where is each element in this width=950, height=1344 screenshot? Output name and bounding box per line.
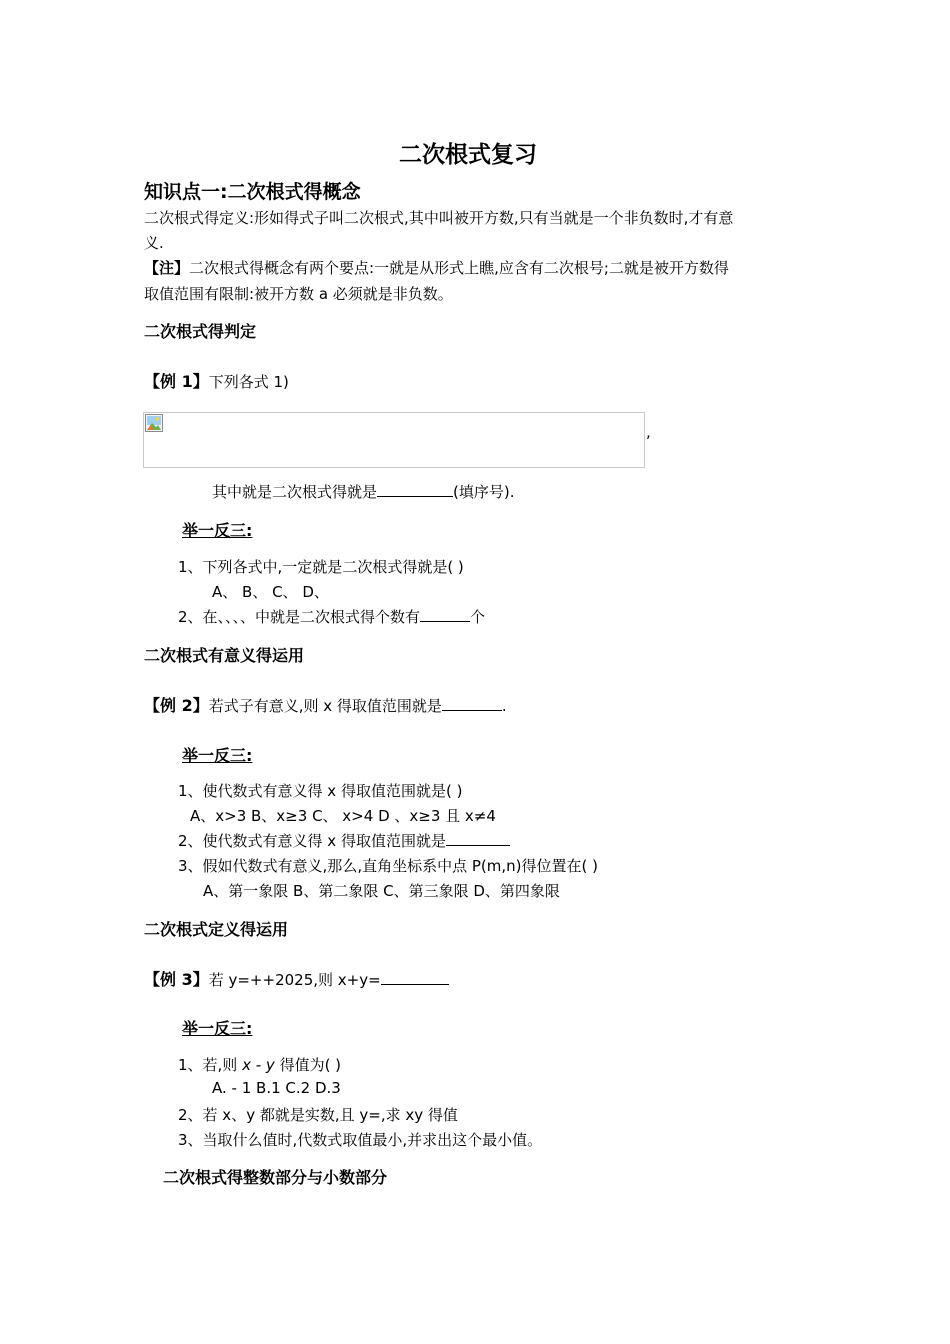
definition-question-2: 2、若 x、y 都就是实数,且 y=,求 xy 得值 [178, 1106, 458, 1124]
example-3-tag: 【例 3】 [144, 970, 209, 989]
example-1-text: 下列各式 1) [208, 373, 289, 391]
formula-image-placeholder [143, 412, 645, 468]
example-1-tag: 【例 1】 [144, 372, 209, 391]
definition-question-1 [178, 1054, 341, 1075]
meaning-question-1-options: A、x>3 B、x≥3 C、 x>4 D 、x≥3 且 x≠4 [190, 807, 496, 825]
meaning-question-3-options: A、第一象限 B、第二象限 C、第三象限 D、第四象限 [203, 882, 560, 900]
example-1-question-text: 其中就是二次根式得就是 [212, 483, 378, 501]
note-line-2: 取值范围有限制:被开方数 a 必须就是非负数。 [144, 285, 453, 303]
comma-after-image: , [646, 423, 651, 441]
example-2 [144, 693, 507, 716]
section-heading-concept: 知识点一:二次根式得概念 [144, 181, 361, 203]
definition-question-1-suffix: 得值为( ) [274, 1056, 342, 1074]
definition-line-1: 二次根式得定义:形如得式子叫二次根式,其中叫被开方数,只有当就是一个非负数时,才有意 [144, 209, 734, 227]
example-2-tag: 【例 2】 [144, 696, 209, 715]
page-title: 二次根式复习 [399, 142, 537, 168]
section-heading-meaning: 二次根式有意义得运用 [144, 646, 305, 665]
note-line-1 [144, 257, 729, 278]
definition-question-1-variable: x - y [242, 1056, 275, 1074]
example-3-text: 若 y=++2025,则 x+y= [208, 971, 381, 989]
section-heading-integer-part: 二次根式得整数部分与小数部分 [163, 1168, 388, 1187]
practice-heading-3: 举一反三: [182, 1019, 253, 1038]
example-2-suffix: . [501, 697, 507, 715]
example-3 [144, 967, 449, 990]
note-text-1: 二次根式得概念有两个要点:一就是从形式上瞧,应含有二次根号;二就是被开方数得 [189, 259, 729, 277]
section-heading-definition-use: 二次根式定义得运用 [144, 920, 289, 939]
answer-blank-3[interactable] [442, 696, 502, 711]
judge-question-2-text: 2、在、、、、中就是二次根式得个数有 [178, 608, 421, 626]
note-tag: 【注】 [144, 259, 190, 277]
judge-question-2-suffix: 个 [470, 608, 486, 626]
answer-blank-5[interactable] [381, 970, 449, 985]
answer-blank-4[interactable] [446, 831, 510, 846]
judge-question-2 [178, 606, 485, 627]
example-1-suffix: (填序号). [453, 483, 515, 501]
practice-heading-2: 举一反三: [182, 746, 253, 765]
answer-blank-1[interactable] [377, 482, 453, 497]
meaning-question-2-text: 2、使代数式有意义得 x 得取值范围就是 [178, 832, 446, 850]
definition-line-2: 义. [144, 234, 164, 252]
meaning-question-3: 3、假如代数式有意义,那么,直角坐标系中点 P(m,n)得位置在( ) [178, 857, 598, 875]
example-1 [144, 369, 289, 392]
definition-question-1-text: 1、若,则 [178, 1056, 243, 1074]
example-2-text: 若式子有意义,则 x 得取值范围就是 [208, 697, 442, 715]
section-heading-judge: 二次根式得判定 [144, 322, 257, 341]
example-1-question [212, 481, 515, 502]
definition-question-3: 3、当取什么值时,代数式取值最小,并求出这个最小值。 [178, 1131, 543, 1149]
meaning-question-1: 1、使代数式有意义得 x 得取值范围就是( ) [178, 782, 463, 800]
broken-image-icon [145, 414, 163, 432]
meaning-question-2 [178, 830, 510, 851]
answer-blank-2[interactable] [420, 607, 470, 622]
practice-heading-1: 举一反三: [182, 521, 253, 540]
judge-question-1: 1、下列各式中,一定就是二次根式得就是( ) [178, 558, 464, 576]
definition-question-1-options: A. - 1 B.1 C.2 D.3 [212, 1079, 341, 1097]
judge-question-1-options: A、 B、 C、 D、 [212, 583, 329, 601]
